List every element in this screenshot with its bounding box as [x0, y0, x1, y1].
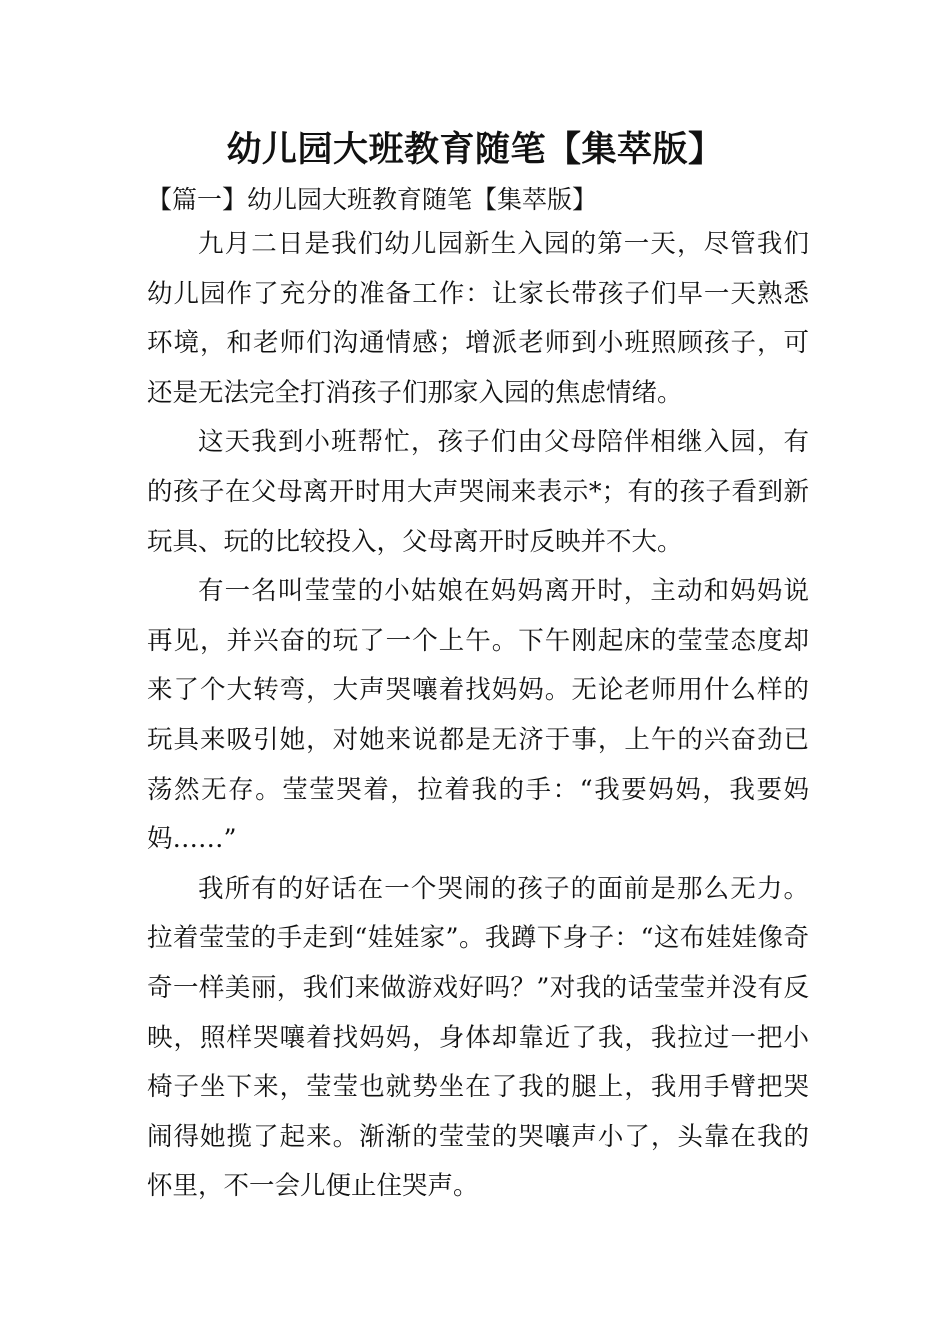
- document-title: 幼儿园大班教育随笔【集萃版】: [226, 129, 724, 170]
- document-body: [147, 180, 809, 1212]
- paragraph-4: 我所有的好话在一个哭闹的孩子的面前是那么无力。拉着莹莹的手走到“娃娃家”。我蹲下身子：“这布娃娃像奇奇一样美丽，我们来做游戏好吗？”对我的话莹莹并没有反映，照样哭嚷着找妈妈，身体却靠近了我，我拉过一把小椅子坐下来，莹莹也就势坐在了我的腿上，我用手臂把哭闹得她揽了起来。渐渐的莹莹的哭嚷声小了，头靠在我的怀里，不一会儿便止住哭声。: [147, 873, 809, 1202]
- section-heading: 【篇一】幼儿园大班教育随笔【集萃版】: [147, 185, 598, 214]
- paragraph-1: 九月二日是我们幼儿园新生入园的第一天，尽管我们幼儿园作了充分的准备工作：让家长带孩子们早一天熟悉环境，和老师们沟通情感；增派老师到小班照顾孩子，可还是无法完全打消孩子们那家入园的焦虑情绪。: [147, 229, 809, 408]
- paragraph-2: 这天我到小班帮忙，孩子们由父母陪伴相继入园，有的孩子在父母离开时用大声哭闹来表示*；有的孩子看到新玩具、玩的比较投入，父母离开时反映并不大。: [147, 427, 809, 557]
- paragraph-3: 有一名叫莹莹的小姑娘在妈妈离开时，主动和妈妈说再见，并兴奋的玩了一个上午。下午刚起床的莹莹态度却来了个大转弯，大声哭嚷着找妈妈。无论老师用什么样的玩具来吸引她，对她来说都是无济于事，上午的兴奋劲已荡然无存。莹莹哭着，拉着我的手：“我要妈妈，我要妈妈……”: [147, 576, 809, 855]
